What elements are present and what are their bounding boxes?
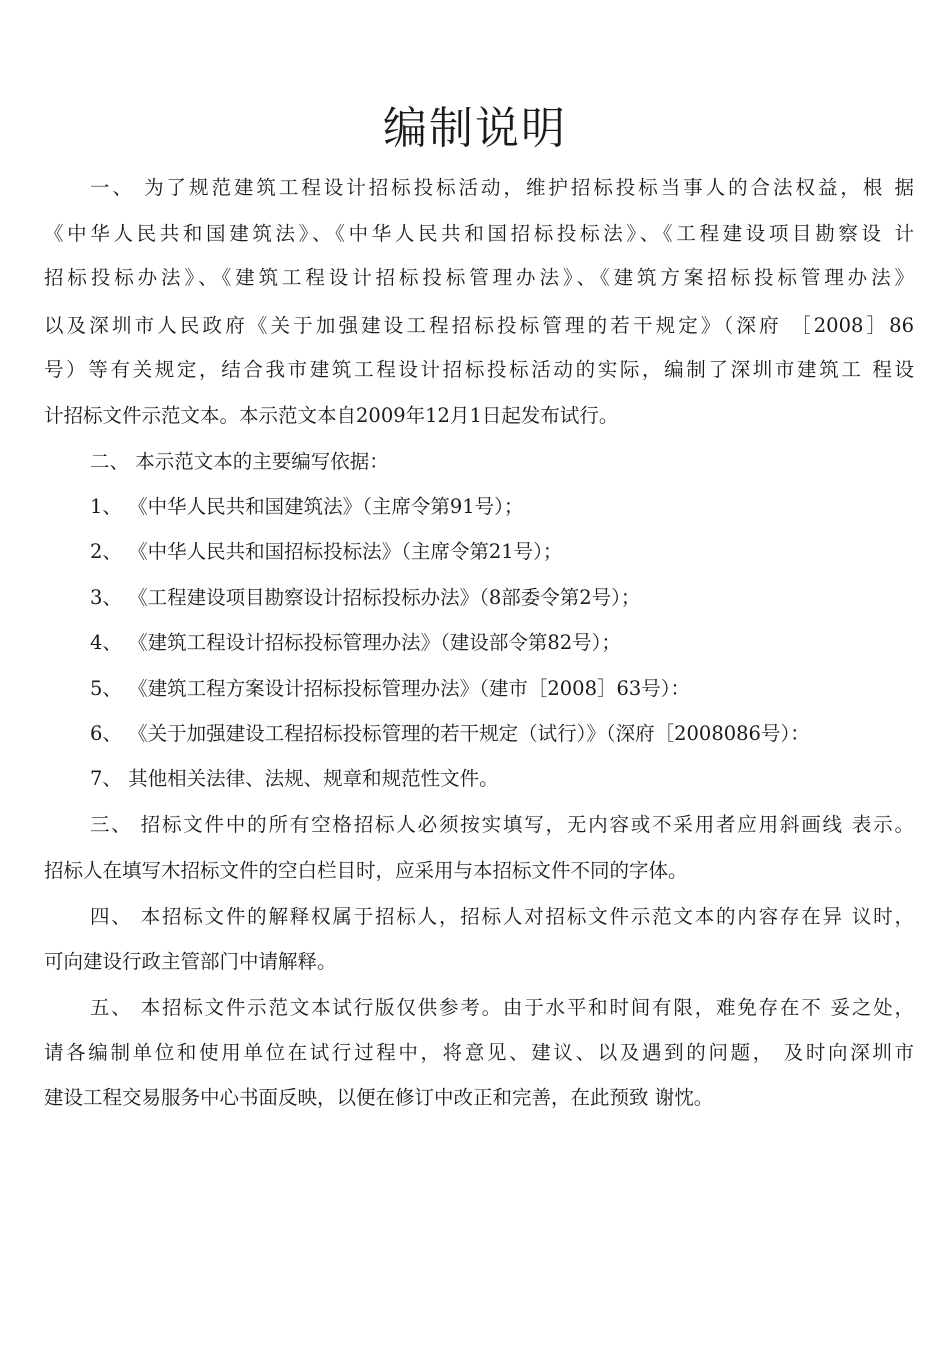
list-item: 5、 《建筑工程方案设计招标投标管理办法》（建市［2008］63号）： <box>90 677 691 700</box>
list-item: 7、 其他相关法律、法规、规章和规范性文件。 <box>90 767 499 790</box>
text-line: 招标投标办法》、《建筑工程设计招标投标管理办法》、《建筑方案招标投标管理办法》 <box>44 266 914 289</box>
text-line: 四、 本招标文件的解释权属于招标人，招标人对招标文件示范文本的内容存在异 议时， <box>90 905 914 928</box>
text-line: 以及深圳市人民政府《关于加强建设工程招标投标管理的若干规定》（深府 ［2008］86 <box>44 314 914 337</box>
text-line: 建设工程交易服务中心书面反映，以便在修订中改正和完善，在此预致 谢忱。 <box>44 1086 714 1109</box>
text-line: 五、 本招标文件示范文本试行版仅供参考。由于水平和时间有限，难免存在不 妥之处， <box>90 996 914 1019</box>
text-line: 计招标文件示范文本。本示范文本自2009年12月1日起发布试行。 <box>44 404 619 427</box>
list-item: 2、 《中华人民共和国招标投标法》（主席令第21号）； <box>90 540 563 563</box>
list-item: 6、 《关于加强建设工程招标投标管理的若干规定（试行）》（深府［2008086号）： <box>90 722 810 745</box>
text-line: 请各编制单位和使用单位在试行过程中，将意见、建议、以及遇到的问题， 及时向深圳市 <box>44 1041 914 1064</box>
text-line: 号）等有关规定，结合我市建筑工程设计招标投标活动的实际，编制了深圳市建筑工 程设 <box>44 358 914 381</box>
text-line: 招标人在填写木招标文件的空白栏目时，应采用与本招标文件不同的字体。 <box>44 859 688 882</box>
text-line: 可向建设行政主管部门中请解释。 <box>44 950 337 973</box>
list-item: 1、 《中华人民共和国建筑法》（主席令第91号）； <box>90 495 524 518</box>
document-title: 编制说明 <box>383 103 567 155</box>
text-line: 《中华人民共和国建筑法》、《中华人民共和国招标投标法》、《工程建设项目勘察设 计 <box>44 222 914 245</box>
text-line: 三、 招标文件中的所有空格招标人必须按实填写，无内容或不采用者应用斜画线 表示。 <box>90 813 914 836</box>
list-item: 3、 《工程建设项目勘察设计招标投标办法》（8部委令第2号）； <box>90 586 641 609</box>
text-line: 二、 本示范文本的主要编写依据： <box>90 450 389 473</box>
text-line: 一、 为了规范建筑工程设计招标投标活动，维护招标投标当事人的合法权益，根 据 <box>90 176 914 199</box>
list-item: 4、 《建筑工程设计招标投标管理办法》（建设部令第82号）； <box>90 631 621 654</box>
